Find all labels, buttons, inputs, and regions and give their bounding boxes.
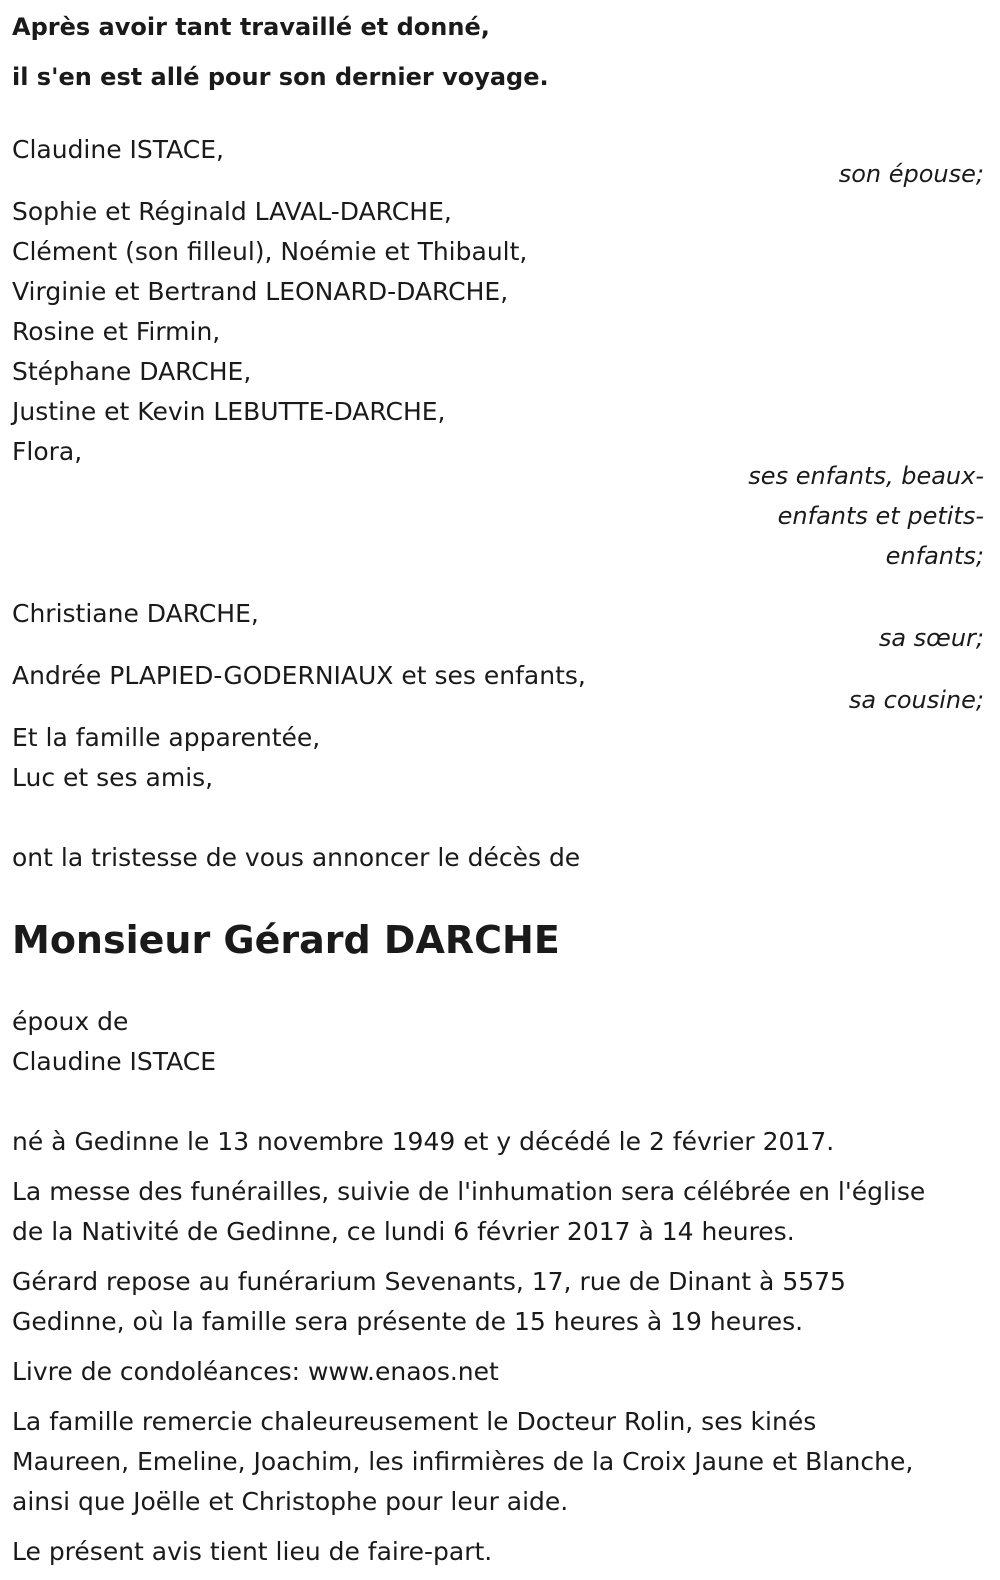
children-role-line-2: enfants et petits-: [777, 502, 984, 530]
cousin-role: sa cousine;: [848, 686, 984, 714]
spouse-of-line-1: époux de: [12, 1007, 129, 1036]
children-block: [12, 192, 988, 576]
spouse-of-block: [12, 1002, 988, 1082]
child-line-4: Rosine et Firmin,: [12, 317, 221, 346]
deceased-name: Monsieur Gérard DARCHE: [12, 918, 560, 962]
children-role: [734, 456, 988, 576]
spouse-of-line-2: Claudine ISTACE: [12, 1047, 217, 1076]
spouse-name: Claudine ISTACE,: [12, 135, 224, 164]
thanks-line-1: La famille remercie chaleureusement le Docteur Rolin, ses kinés: [12, 1407, 817, 1436]
announcement-text: ont la tristesse de vous annoncer le décès de: [12, 843, 581, 872]
spouse-role: son épouse;: [838, 160, 984, 188]
thanks-line-3: ainsi que Joëlle et Christophe pour leur aide.: [12, 1487, 569, 1516]
children-role-line-3: enfants;: [885, 542, 984, 570]
thanks-paragraph: [12, 1402, 988, 1522]
funeral-line-2: de la Nativité de Gedinne, ce lundi 6 février 2017 à 14 heures.: [12, 1217, 795, 1246]
spouse-block: [12, 130, 988, 194]
child-line-6: Justine et Kevin LEBUTTE-DARCHE,: [12, 397, 446, 426]
children-role-line-1: ses enfants, beaux-: [748, 462, 984, 490]
others-line-1: Et la famille apparentée,: [12, 723, 321, 752]
sister-name: Christiane DARCHE,: [12, 599, 259, 628]
rest-line-2: Gedinne, où la famille sera présente de 15 heures à 19 heures.: [12, 1307, 804, 1336]
birth-death-text: né à Gedinne le 13 novembre 1949 et y décédé le 2 février 2017.: [12, 1127, 835, 1156]
child-line-5: Stéphane DARCHE,: [12, 357, 252, 386]
epitaph-line-2: il s'en est allé pour son dernier voyage.: [12, 63, 549, 91]
obituary-page: [0, 2, 1000, 1572]
others-line-2: Luc et ses amis,: [12, 763, 214, 792]
condolences-text: Livre de condoléances: www.enaos.net: [12, 1357, 499, 1386]
thanks-line-2: Maureen, Emeline, Joachim, les infirmières de la Croix Jaune et Blanche,: [12, 1447, 914, 1476]
child-line-7: Flora,: [12, 437, 83, 466]
child-line-3: Virginie et Bertrand LEONARD-DARCHE,: [12, 277, 509, 306]
epitaph-line-1: Après avoir tant travaillé et donné,: [12, 13, 490, 41]
rest-paragraph: [12, 1262, 988, 1342]
sister-block: [12, 594, 988, 658]
funeral-line-1: La messe des funérailles, suivie de l'inhumation sera célébrée en l'église: [12, 1177, 926, 1206]
epitaph: [12, 2, 988, 102]
child-line-1: Sophie et Réginald LAVAL-DARCHE,: [12, 197, 452, 226]
others-block: [12, 718, 988, 798]
cousin-block: [12, 656, 988, 720]
child-line-2: Clément (son filleul), Noémie et Thibault,: [12, 237, 528, 266]
sister-role: sa sœur;: [878, 624, 984, 652]
rest-line-1: Gérard repose au funérarium Sevenants, 17, rue de Dinant à 5575: [12, 1267, 846, 1296]
cousin-name: Andrée PLAPIED-GODERNIAUX et ses enfants,: [12, 661, 586, 690]
notice-text: Le présent avis tient lieu de faire-part.: [12, 1537, 493, 1566]
funeral-paragraph: [12, 1172, 988, 1252]
